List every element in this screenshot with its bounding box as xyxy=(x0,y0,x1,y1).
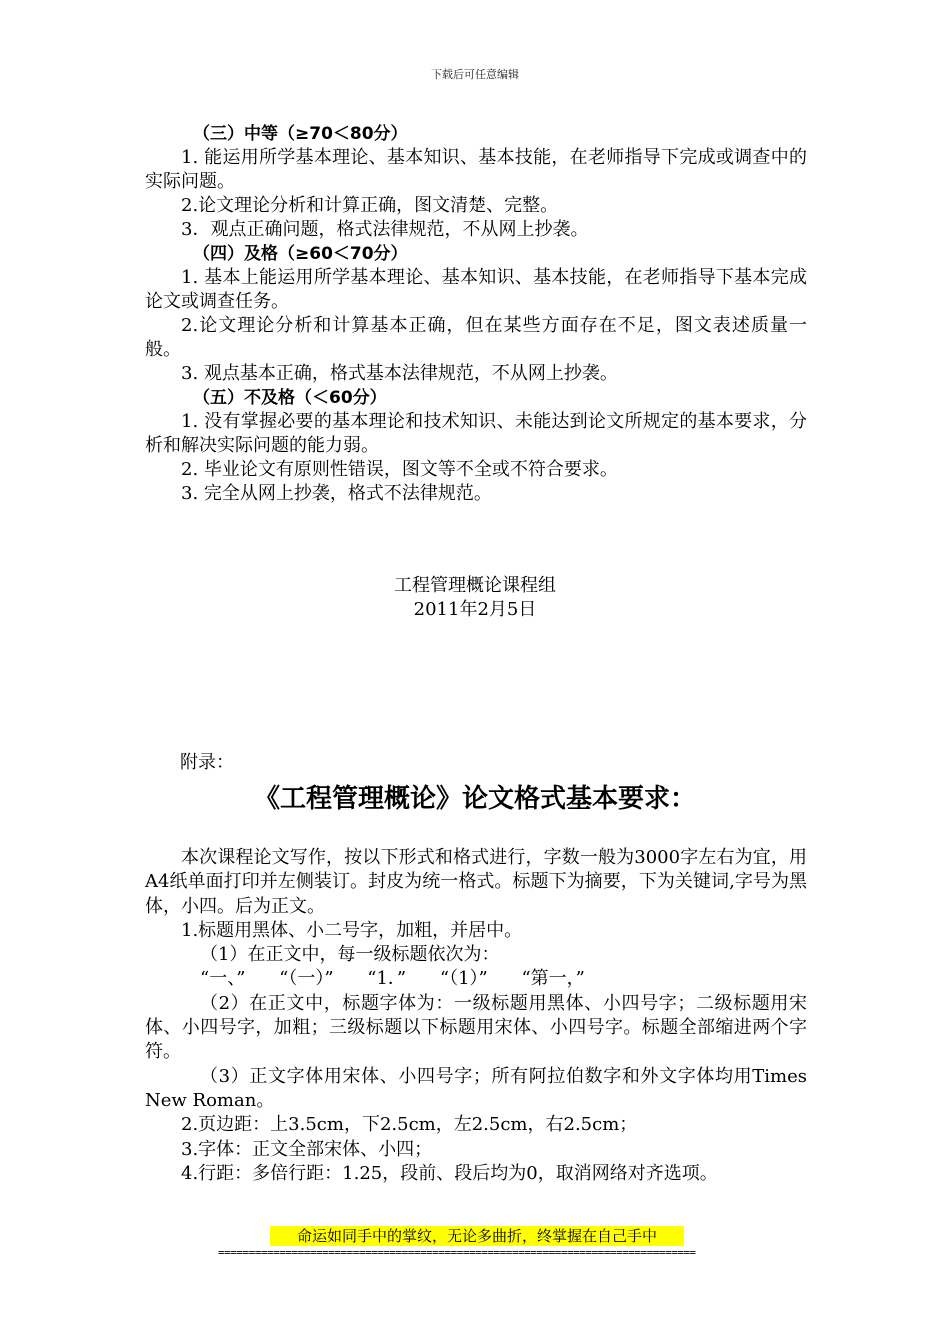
grading-criteria xyxy=(145,122,807,506)
appendix-item-1: 1.标题用黑体、小二号字，加粗，并居中。 xyxy=(181,919,523,941)
section3-item-2: 2.论文理论分析和计算正确，图文清楚、完整。 xyxy=(181,195,559,216)
appendix-item-4: 4.行距：多倍行距：1.25，段前、段后均为0，取消网络对齐选项。 xyxy=(181,1162,718,1184)
appendix-sub-1: （1）在正文中，每一级标题依次为： xyxy=(200,944,500,966)
section5-item-1: 1. 没有掌握必要的基本理论和技术知识、未能达到论文所规定的基本要求，分析和解决实际问题的能力弱。 xyxy=(145,411,807,456)
appendix-item-3: 3.字体：正文全部宋体、小四； xyxy=(181,1138,433,1160)
section3-item-3: 3．观点正确问题，格式法律规范，不从网上抄袭。 xyxy=(181,219,589,240)
appendix-label: 附录： xyxy=(180,752,234,773)
appendix-item-2: 2.页边距：上3.5cm，下2.5cm，左2.5cm，右2.5cm； xyxy=(181,1114,638,1136)
heading-level-1: “一、” xyxy=(200,968,246,990)
footer-motto: 命运如同手中的掌纹，无论多曲折，终掌握在自己手中 xyxy=(270,1226,684,1246)
section5-item-2: 2. 毕业论文有原则性错误，图文等不全或不符合要求。 xyxy=(181,459,618,480)
signature-org: 工程管理概论课程组 xyxy=(394,575,556,596)
heading-level-2: “（一）” xyxy=(279,968,334,990)
format-requirements xyxy=(145,846,807,1186)
footer-rule: ============================================================================== xyxy=(218,1246,696,1259)
section4-item-3: 3. 观点基本正确，格式基本法律规范，不从网上抄袭。 xyxy=(181,363,618,384)
section4-heading: （四）及格（≥60＜70分） xyxy=(193,244,408,264)
appendix-sub-3: （3）正文字体用宋体、小四号字；所有阿拉伯数字和外文字体均用Times New Roman。 xyxy=(145,1065,807,1111)
section4-item-2: 2.论文理论分析和计算基本正确，但在某些方面存在不足，图文表述质量一般。 xyxy=(145,315,807,360)
heading-level-3: “1．” xyxy=(367,968,407,990)
signature-date: 2011年2月5日 xyxy=(413,599,537,620)
section5-item-3: 3. 完全从网上抄袭，格式不法律规范。 xyxy=(181,483,492,504)
appendix-intro: 本次课程论文写作，按以下形式和格式进行，字数一般为3000字左右为宜，用A4纸单面打印并左侧装订。封皮为统一格式。标题下为摘要，下为关键词,字号为黑体，小四。后为正文。 xyxy=(145,847,807,917)
appendix-title: 《工程管理概论》论文格式基本要求： xyxy=(253,784,696,814)
section4-item-1: 1. 基本上能运用所学基本理论、基本知识、基本技能，在老师指导下基本完成论文或调查任务。 xyxy=(145,267,807,312)
heading-levels xyxy=(145,967,807,991)
section3-heading: （三）中等（≥70＜80分） xyxy=(193,124,408,144)
appendix-sub-2: （2）在正文中，标题字体为：一级标题用黑体、小四号字；二级标题用宋体、小四号字，加粗；三级标题以下标题用宋体、小四号字。标题全部缩进两个字符。 xyxy=(145,992,807,1063)
heading-level-5: “第一，” xyxy=(521,968,585,990)
header-note: 下载后可任意编辑 xyxy=(431,68,519,81)
section5-heading: （五）不及格（＜60分） xyxy=(193,388,387,408)
heading-level-4: “（1）” xyxy=(439,968,488,990)
section3-item-1: 1. 能运用所学基本理论、基本知识、基本技能，在老师指导下完成或调查中的实际问题。 xyxy=(145,147,807,192)
